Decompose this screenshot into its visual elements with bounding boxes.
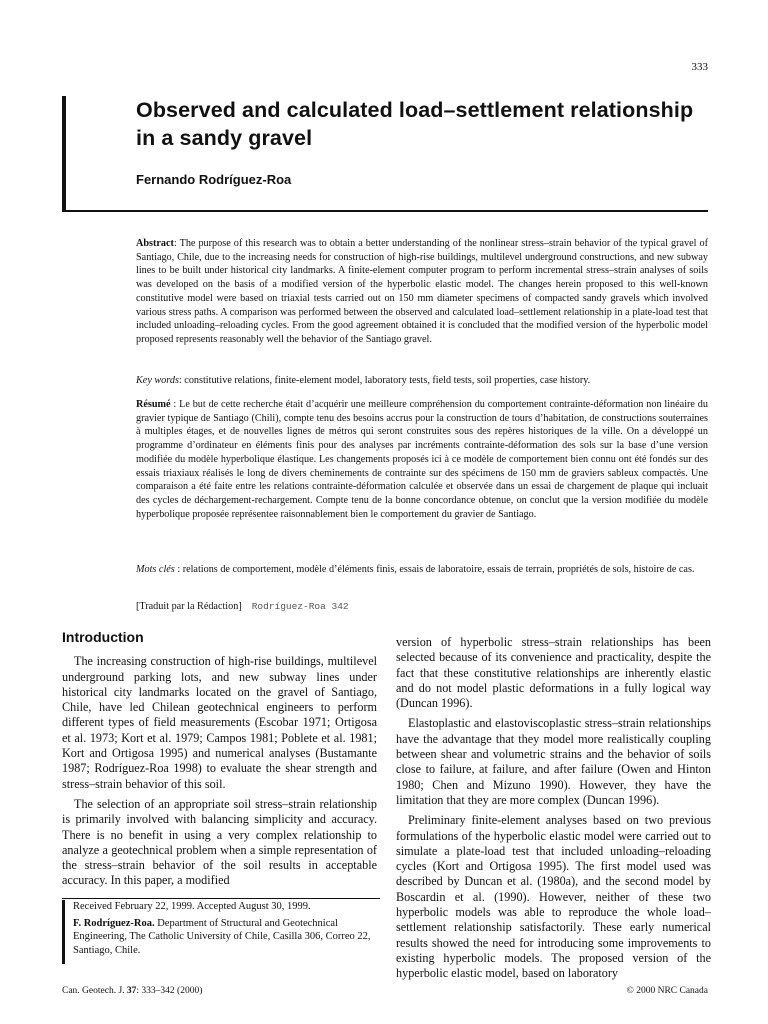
affiliation-author: F. Rodríguez-Roa.	[73, 917, 155, 929]
abstract	[136, 237, 708, 347]
title-block	[136, 96, 696, 187]
paragraph: The increasing construction of high-rise buildings, multilevel underground parking lots, and new subway lines under historical city landmarks located on the gravel of Santiago, Chile, have led Chilean geotechnical engineers to perform different types of field measurements (Escobar 1971; Ortigosa et al. 1973; Kort et al. 1979; Campos 1981; Poblete et al. 1981; Kort and Ortigosa 1995) and numerical analyses (Bustamante 1987; Rodríguez-Roa 1998) to evaluate the shear strength and stress–strain behavior of this soil.	[62, 654, 377, 791]
affiliation-text: Department of Structural and Geotechnical Engineering, The Catholic University of Chile, Casilla 306, Correo 22, Santiago, Chile.	[73, 917, 371, 956]
keywords	[136, 374, 708, 388]
running-code: Rodríguez-Roa 342	[251, 601, 349, 612]
journal-volume: 37	[126, 986, 137, 996]
page-number: 333	[691, 61, 708, 73]
copyright: © 2000 NRC Canada	[626, 986, 708, 996]
paragraph: Elastoplastic and elastoviscoplastic stress–strain relationships have the advantage that they model more realistically coupling between shear and volumetric strains and the behavior of soils close to failure, at failure, and after failure (Owen and Hinton 1980; Chen and Mizuno 1990). However, they have the limitation that they are more complex (Duncan 1996).	[396, 716, 711, 807]
resume	[136, 398, 708, 521]
footnote-rule	[62, 898, 380, 899]
abstract-text: : The purpose of this research was to obtain a better understanding of the nonlinear stress–strain behavior of the typical gravel of Santiago, Chile, due to the increasing needs for construction of high-rise buildings, multilevel underground constructions, and new subway lines to be built under historical city landmarks. A finite-element computer program to perform incremental stress–strain analyses of soils was developed on the basis of a modified version of the hyperbolic elastic model. The changes herein proposed to this well-known constitutive model were based on triaxial tests carried out on 150 mm diameter specimens of compacted sandy gravels which involved various stress paths. A comparison was performed between the observed and calculated load–settlement relationship in a plate-load test that included unloading–reloading cycles. From the good agreement obtained it is concluded that the modified version of the hyperbolic model proposed represents reasonably well the behavior of the Santiago gravel.	[136, 238, 708, 345]
translation-note	[136, 600, 708, 614]
resume-label: Résumé	[136, 399, 171, 410]
mots-cles	[136, 563, 708, 577]
received-dates: Received February 22, 1999. Accepted August 30, 1999.	[73, 901, 311, 912]
journal-citation	[62, 986, 202, 996]
left-column	[62, 630, 377, 894]
keywords-text: : constitutive relations, finite-element model, laboratory tests, field tests, soil properties, case history.	[178, 375, 591, 386]
paragraph: version of hyperbolic stress–strain relationships has been selected because of its convenience and practicality, despite the fact that these constitutive relationships are inherently elastic and do not model plastic deformations in a fully logical way (Duncan 1996).	[396, 635, 711, 711]
paragraph: The selection of an appropriate soil stress–strain relationship is primarily involved with balancing simplicity and accuracy. There is no benefit in using a very complex relationship to analyze a geotechnical problem when a simple representation of the stress–strain behavior of the soil results in acceptable accuracy. In this paper, a modified	[62, 796, 377, 888]
received-footnote	[62, 900, 393, 964]
affiliation	[73, 917, 393, 958]
journal-name: Can. Geotech. J.	[62, 986, 127, 996]
journal-pages: : 333–342 (2000)	[136, 986, 203, 996]
resume-text: : Le but de cette recherche était d’acquérir une meilleure compréhension du comportement contrainte-déformation non linéaire du gravier typique de Santiago (Chili), compte tenu des besoins accrus pour la construction de tours d’habitation, de constructions souterraines à multiples étages, et de nouvelles lignes de métros qui seront construites sous des repères historiques de la ville. On a développé un programme d’ordinateur en éléments finis pour des analyses par incréments contrainte-déformation des sols sur la base d’une version modifiée du modèle hyperbolique élastique. Les changements proposés ici à ce modèle de comportement bien connu ont été fondés sur des essais triaxiaux réalisés le long de divers cheminements de contrainte sur des spécimens de 150 mm de graviers sableux compactés. Une comparaison a été faite entre les relations contrainte-déformation calculée et observée dans un essai de chargement de plaque qui incluait des cycles de déchargement-rechargement. Compte tenu de la bonne concordance obtenue, on conclut que la version modifiée du modèle hyperbolique proposée représentee raisonnablement bien le comportement du gravier de Santiago.	[136, 399, 708, 520]
mots-cles-text: : relations de comportement, modèle d’éléments finis, essais de laboratoire, essais de terrain, propriétés de sols, histoire de cas.	[174, 564, 695, 575]
paragraph: Preliminary finite-element analyses based on two previous formulations of the hyperbolic elastic model were carried out to simulate a plate-load test that included unloading–reloading cycles (Kort and Ortigosa 1995). The first model used was described by Duncan et al. (1980a), and the second model by Boscardin et al. (1990). However, neither of these two hyperbolic models was able to reproduce the whole load–settlement relationship satisfactorily. These early numerical results showed the need for introducing some improvements to existing hyperbolic models. The proposed version of the hyperbolic elastic model, based on laboratory	[396, 813, 711, 981]
keywords-label: Key words	[136, 375, 179, 386]
abstract-label: Abstract	[136, 238, 174, 249]
title-accent-bar	[62, 96, 66, 212]
mots-cles-label: Mots clés	[136, 564, 175, 575]
introduction-heading: Introduction	[62, 629, 144, 645]
title-rule	[62, 210, 708, 212]
paper-title: Observed and calculated load–settlement relationship in a sandy gravel	[136, 98, 694, 150]
right-column	[396, 635, 711, 987]
translation-note-text: [Traduit par la Rédaction]	[136, 601, 242, 612]
author-name: Fernando Rodríguez-Roa	[136, 172, 292, 187]
